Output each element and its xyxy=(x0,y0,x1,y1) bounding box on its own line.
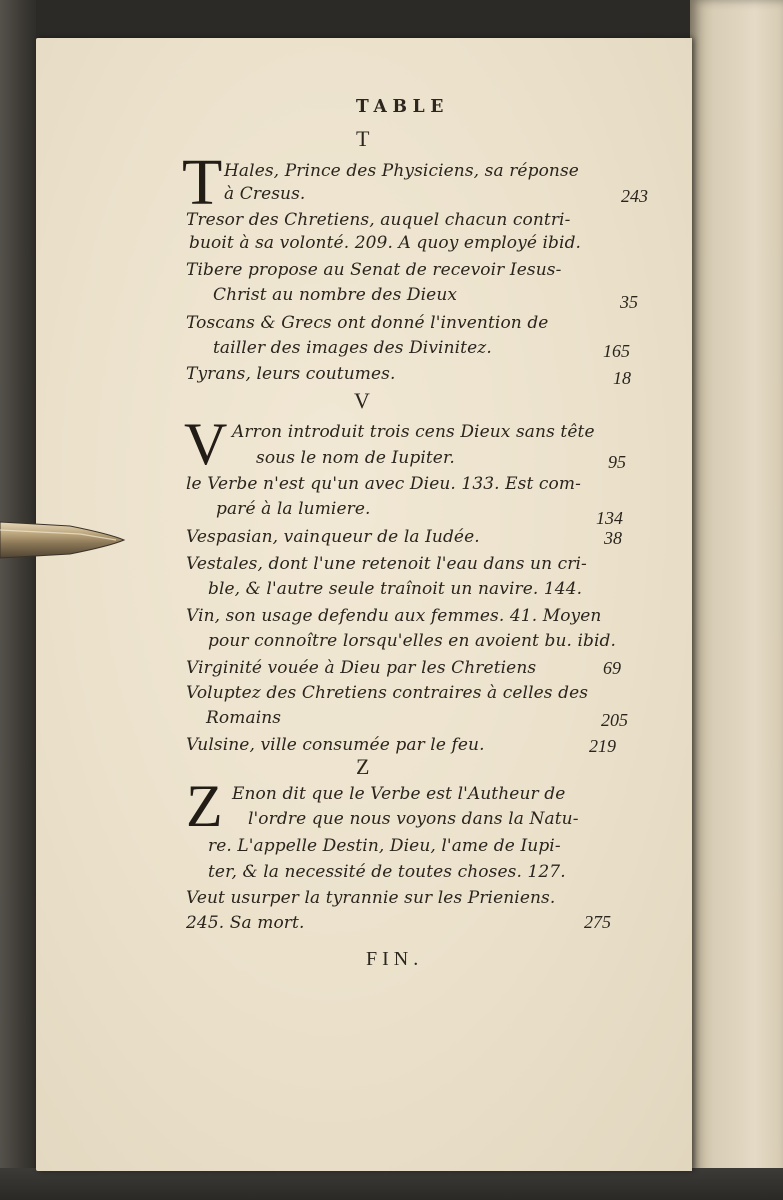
entry-line: Hales, Prince des Physiciens, sa réponse xyxy=(224,161,579,181)
page-number: 35 xyxy=(620,292,638,312)
book-binding-edge xyxy=(0,0,36,1200)
page-number: 95 xyxy=(608,452,626,472)
entry-line: le Verbe n'est qu'un avec Dieu. 133. Est com- xyxy=(186,474,581,494)
section-heading-v: V xyxy=(354,388,370,413)
page-number: 69 xyxy=(603,658,621,678)
drop-cap-z: Z xyxy=(186,773,223,839)
table-surface xyxy=(0,1168,783,1200)
entry-line: pour connoître lorsqu'elles en avoient bu. ibid. xyxy=(208,631,617,651)
entry-line: tailler des images des Divinitez. xyxy=(213,338,492,358)
entry-line: Virginité vouée à Dieu par les Chretiens xyxy=(186,658,537,678)
entry-line: Voluptez des Chretiens contraires à celles des xyxy=(186,683,589,703)
drop-cap-t: T xyxy=(182,146,223,219)
page-pointer-icon xyxy=(0,516,126,562)
entry-line: Tyrans, leurs coutumes. xyxy=(186,364,396,384)
page-text xyxy=(36,38,692,1171)
entry-line: ter, & la necessité de toutes choses. 127. xyxy=(208,862,566,882)
entry-line: Vin, son usage defendu aux femmes. 41. Moyen xyxy=(186,606,602,626)
entry-line: Vestales, dont l'une retenoit l'eau dans un cri- xyxy=(186,554,587,574)
page-number: 38 xyxy=(604,528,622,548)
entry-line: 245. Sa mort. xyxy=(186,913,305,933)
entry-line: Vespasian, vainqueur de la Iudée. xyxy=(186,527,480,547)
drop-cap-v: V xyxy=(184,411,228,477)
entry-line: Toscans & Grecs ont donné l'invention de xyxy=(186,313,549,333)
entry-line: Enon dit que le Verbe est l'Autheur de xyxy=(232,784,566,804)
page-number: 134 xyxy=(596,508,623,528)
entry-line: Romains xyxy=(206,708,282,728)
entry-line: Veut usurper la tyrannie sur les Prieniens. xyxy=(186,888,556,908)
entry-line: l'ordre que nous voyons dans la Natu- xyxy=(248,809,579,829)
entry-line: paré à la lumiere. xyxy=(216,499,371,519)
page-number: 275 xyxy=(584,912,611,932)
entry-line: Arron introduit trois cens Dieux sans tête xyxy=(232,422,595,442)
entry-line: sous le nom de Iupiter. xyxy=(256,448,455,468)
entry-line: Vulsine, ville consumée par le feu. xyxy=(186,735,485,755)
page-number: 18 xyxy=(613,368,631,388)
page-number: 165 xyxy=(603,341,630,361)
entry-line: ble, & l'autre seule traînoit un navire. 144. xyxy=(208,579,583,599)
book-page xyxy=(36,38,692,1171)
running-head: TABLE xyxy=(356,96,450,117)
entry-line: re. L'appelle Destin, Dieu, l'ame de Iupi- xyxy=(208,836,561,856)
page-number: 243 xyxy=(621,186,648,206)
entry-line: Tibere propose au Senat de recevoir Iesus- xyxy=(186,260,562,280)
finis: FIN. xyxy=(366,948,424,970)
section-heading-z: Z xyxy=(356,754,370,779)
entry-line: buoit à sa volonté. 209. A quoy employé ibid. xyxy=(189,233,582,253)
section-heading-t: T xyxy=(356,126,370,151)
page-number: 205 xyxy=(601,710,628,730)
page-number: 219 xyxy=(589,736,616,756)
entry-line: Tresor des Chretiens, auquel chacun contri- xyxy=(186,210,571,230)
entry-line: à Cresus. xyxy=(224,184,306,204)
facing-page-edge xyxy=(690,0,783,1200)
entry-line: Christ au nombre des Dieux xyxy=(213,285,458,305)
